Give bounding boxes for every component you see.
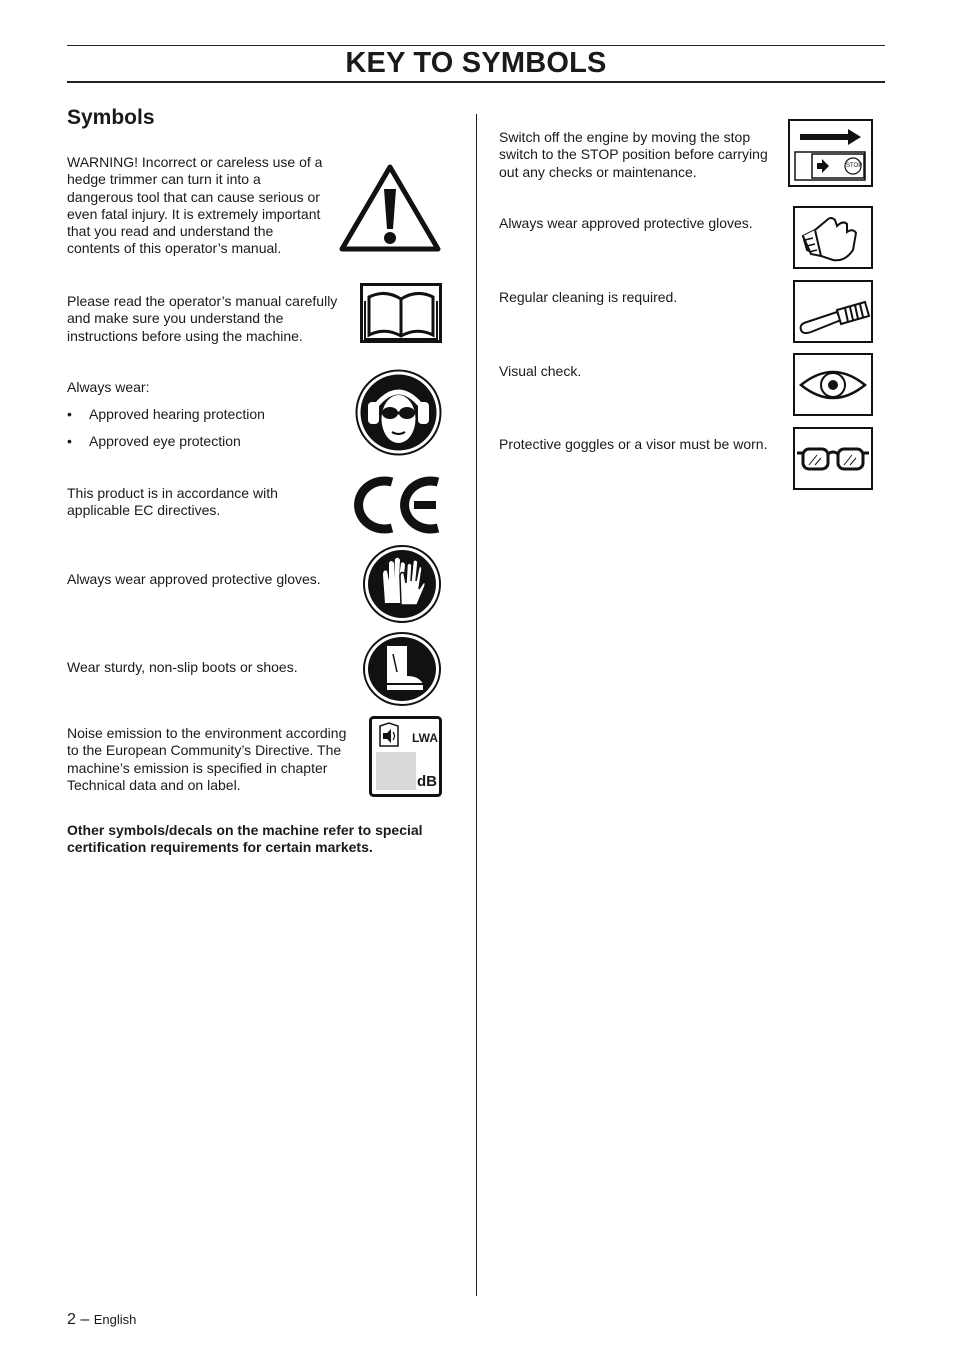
noise-db-label: dB	[417, 773, 437, 790]
section-title: Symbols	[67, 106, 155, 129]
boots-text: Wear sturdy, non-slip boots or shoes.	[67, 659, 298, 675]
open-book-icon	[360, 283, 442, 343]
page-footer	[67, 1311, 136, 1329]
bullet-hearing	[67, 406, 265, 423]
column-divider	[476, 114, 477, 1296]
manual-text: Please read the operator’s manual carefully and make sure you understand the instructions before using the machine.	[67, 293, 338, 344]
ce-text: This product is in accordance with applicable EC directives.	[67, 485, 278, 519]
hearing-eye-protection-icon	[355, 369, 442, 456]
stop-text: Switch off the engine by moving the stop switch to the STOP position before carrying out any checks or maintenance.	[499, 129, 768, 180]
bullet-eye	[67, 433, 241, 450]
goggles-icon	[793, 427, 873, 490]
bullet-glyph: •	[67, 406, 72, 422]
protective-gloves-icon	[363, 545, 441, 623]
always-wear-label: Always wear:	[67, 379, 150, 395]
noise-lwa-label: LWA	[412, 731, 438, 745]
glove-icon	[793, 206, 873, 269]
gloves-text-left: Always wear approved protective gloves.	[67, 571, 321, 587]
page-title: KEY TO SYMBOLS	[345, 47, 607, 79]
bullet-glyph: •	[67, 433, 72, 449]
eye-icon	[793, 353, 873, 416]
cleaning-text: Regular cleaning is required.	[499, 289, 678, 305]
stop-switch-icon	[788, 119, 873, 187]
boots-icon	[363, 632, 441, 706]
page-number: 2 –	[67, 1311, 90, 1328]
stop-switch-graphic	[788, 119, 873, 187]
noise-text: Noise emission to the environment according to the European Community’s Directive. The machine’s emission is specified in chapter Technical data and on label.	[67, 725, 347, 793]
gloves-text-right: Always wear approved protective gloves.	[499, 215, 753, 231]
header-bottom-rule	[67, 81, 885, 83]
stop-switch-label: STOP	[846, 163, 863, 169]
goggles-text: Protective goggles or a visor must be worn.	[499, 436, 768, 452]
bullet-hearing-text: Approved hearing protection	[89, 406, 265, 422]
other-symbols-note: Other symbols/decals on the machine refer to special certification requirements for certain markets.	[67, 822, 423, 856]
ce-mark-icon	[354, 474, 443, 536]
warning-text: WARNING! Incorrect or careless use of a hedge trimmer can turn it into a dangerous tool that can cause serious or even fatal injury. It is extremely important that you read and understand the contents of this operator’s manual.	[67, 154, 323, 257]
visual-check-text: Visual check.	[499, 363, 582, 379]
warning-triangle-icon	[338, 163, 442, 253]
noise-label-icon	[369, 716, 442, 797]
brush-icon	[793, 280, 873, 343]
bullet-eye-text: Approved eye protection	[89, 433, 241, 449]
footer-language: English	[93, 1312, 137, 1327]
